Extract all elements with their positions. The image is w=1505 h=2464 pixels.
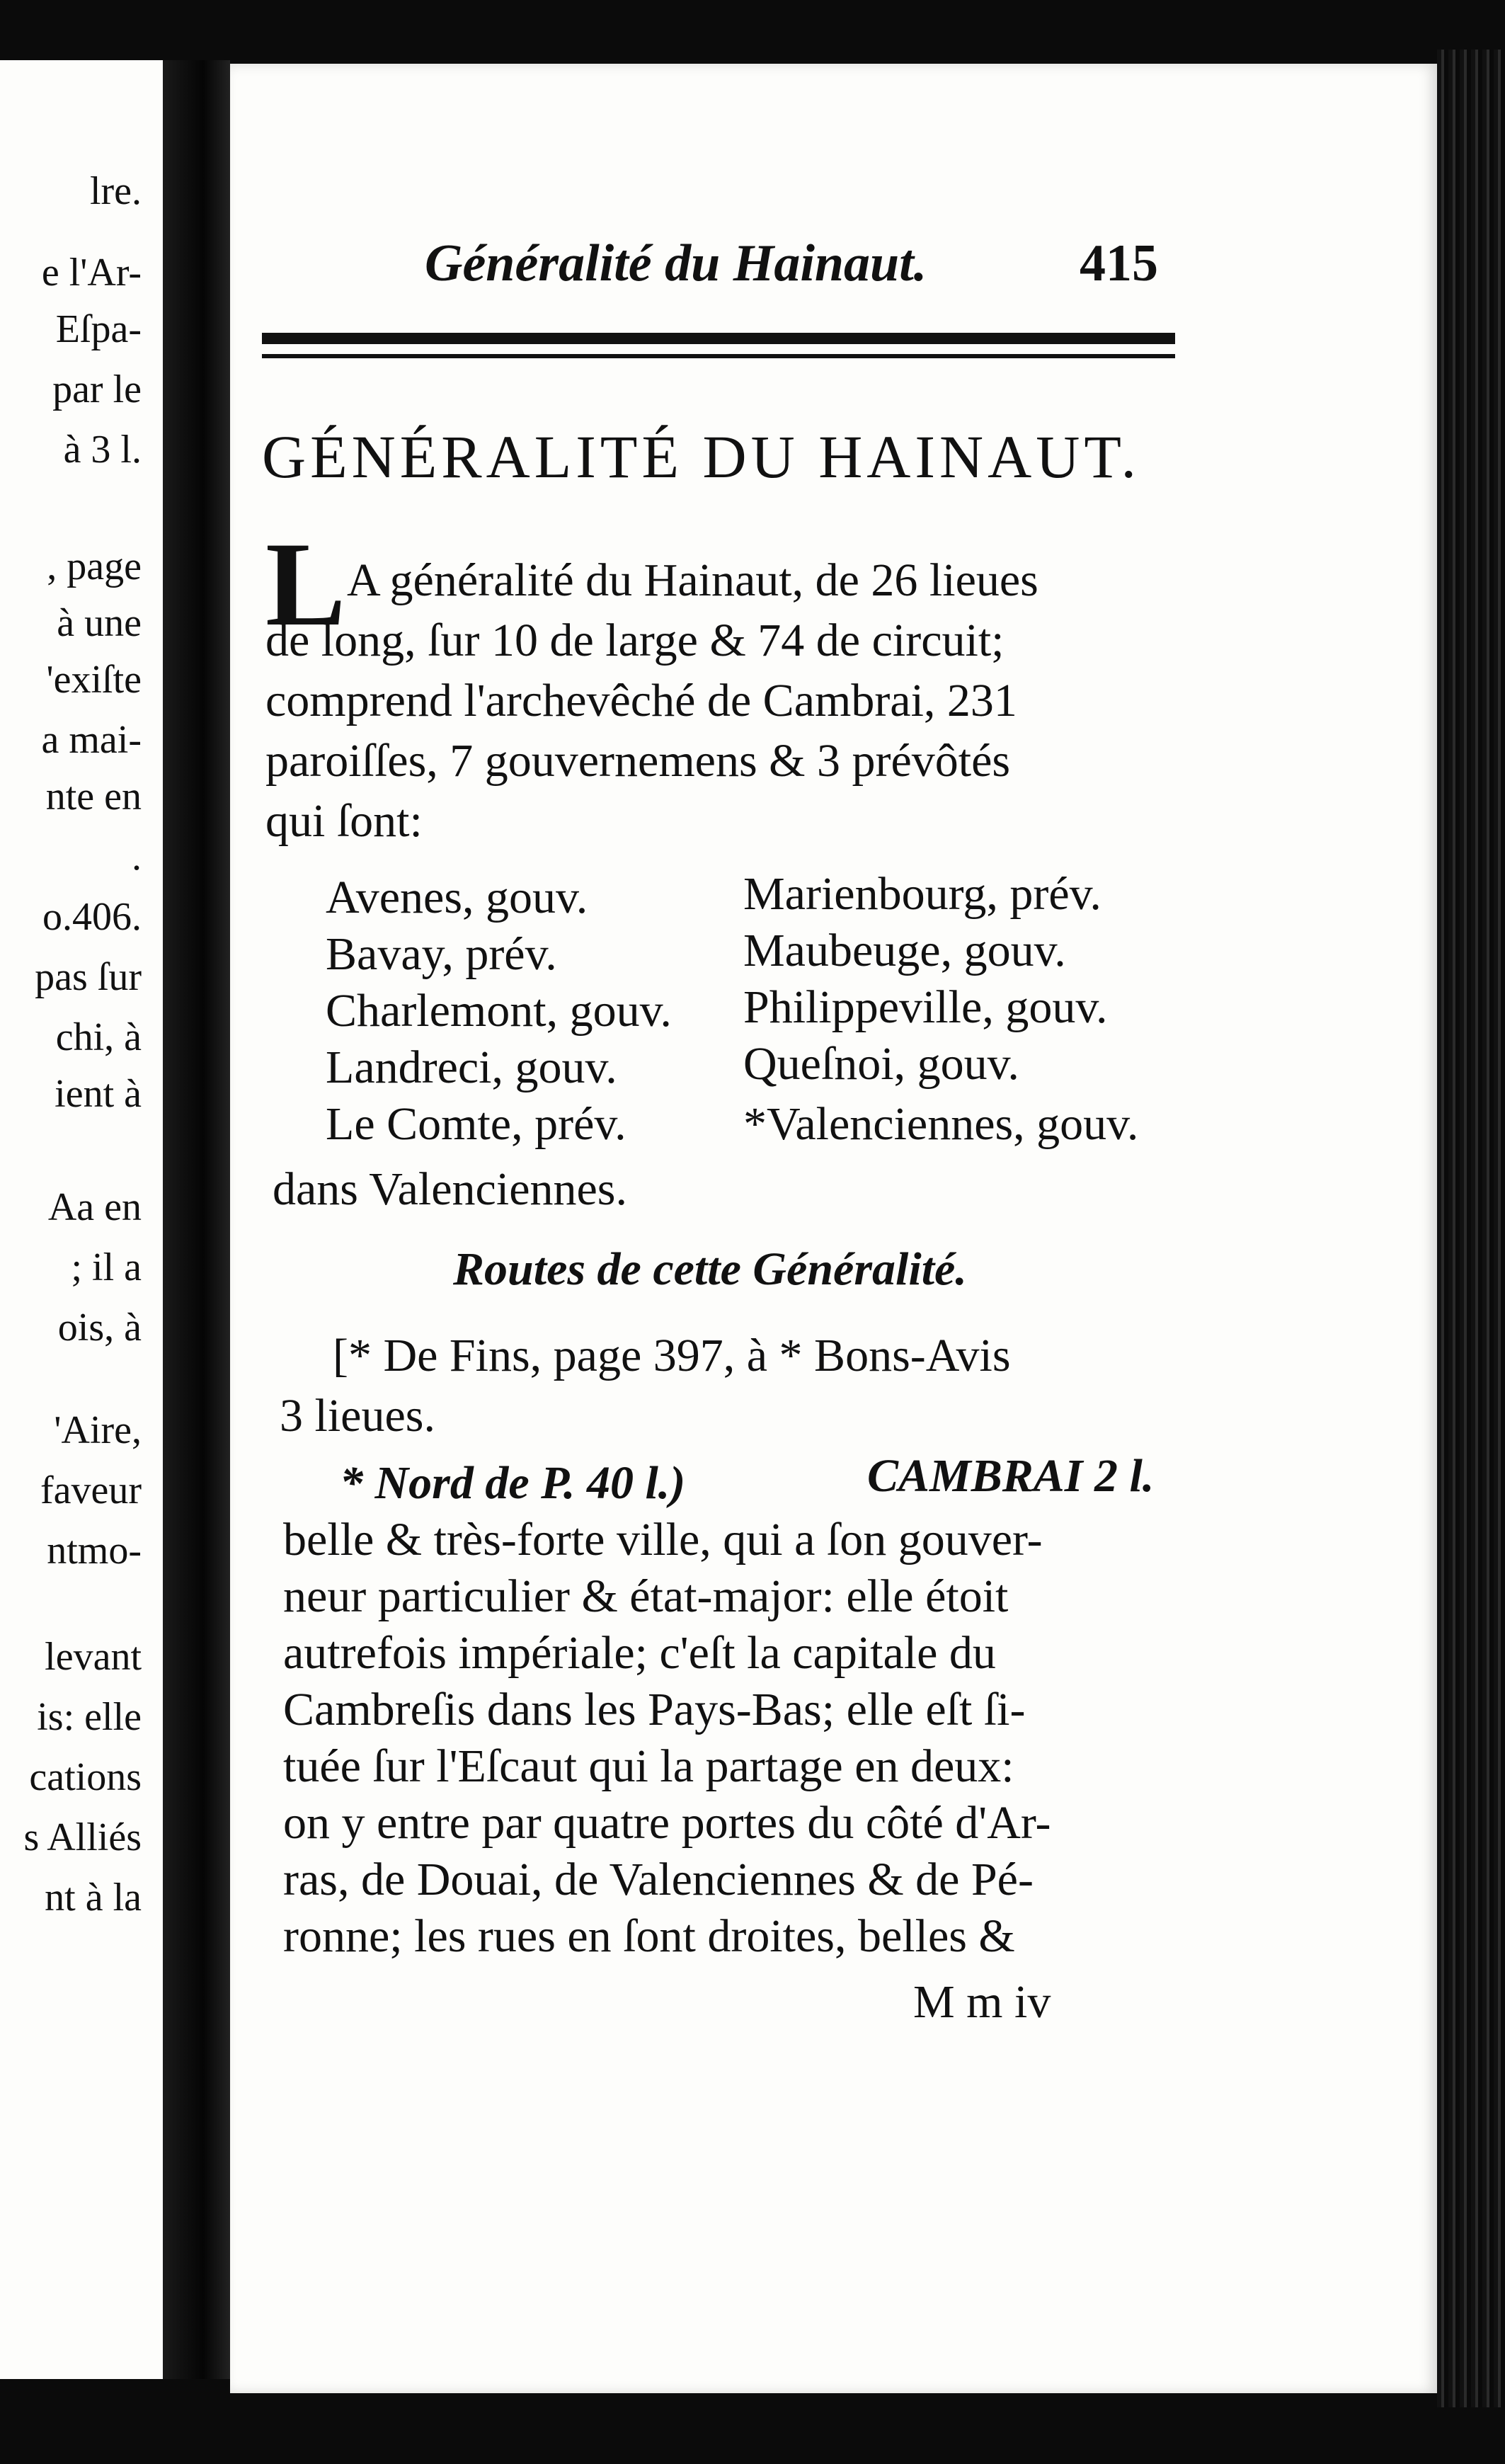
header-rule-thin [262, 354, 1175, 358]
places-tail: dans Valenciennes. [273, 1163, 627, 1215]
route-line-9: on y entre par quatre portes du côté d'Ar- [283, 1797, 1051, 1849]
left-page-line: is: elle [37, 1695, 142, 1739]
left-facing-page [0, 60, 163, 2379]
left-page-line: ; il a [71, 1245, 142, 1289]
left-page-line: ient à [55, 1072, 142, 1116]
place-left-5: Le Comte, prév. [326, 1098, 626, 1150]
left-page-line: . [132, 835, 142, 879]
place-right-4: Queſnoi, gouv. [743, 1038, 1019, 1090]
left-page-line: Eſpa- [55, 307, 142, 351]
intro-line-2: de long, ſur 10 de large & 74 de circuit; [265, 615, 1005, 666]
page-number: 415 [1080, 234, 1158, 292]
route-line-3a: * Nord de P. 40 l.) [340, 1457, 686, 1509]
left-page-line: o.406. [42, 895, 142, 939]
main-page [230, 64, 1437, 2393]
route-line-3b: CAMBRAI 2 l. [867, 1450, 1155, 1502]
route-line-4: belle & très-forte ville, qui a ſon gouver- [283, 1514, 1043, 1565]
page-edges [1437, 50, 1505, 2407]
left-page-line: a mai- [41, 718, 142, 762]
intro-line-4: paroiſſes, 7 gouvernemens & 3 prévôtés [265, 735, 1011, 787]
left-page-line: Aa en [47, 1185, 142, 1229]
route-line-1: [* De Fins, page 397, à * Bons-Avis [333, 1330, 1011, 1381]
route-line-11: ronne; les rues en ſont droites, belles & [283, 1910, 1015, 1962]
place-left-3: Charlemont, gouv. [326, 985, 672, 1037]
left-page-line: e l'Ar- [41, 251, 142, 295]
running-head: Généralité du Hainaut. [425, 234, 927, 292]
left-page-line: chi, à [55, 1015, 142, 1059]
place-left-4: Landreci, gouv. [326, 1042, 617, 1093]
left-page-line: 'exiſte [46, 658, 142, 702]
left-page-line: lre. [89, 169, 142, 213]
intro-line-3: comprend l'archevêché de Cambrai, 231 [265, 675, 1017, 726]
place-left-1: Avenes, gouv. [326, 872, 588, 923]
left-page-line: ois, à [57, 1306, 142, 1350]
book-gutter [163, 60, 230, 2379]
intro-line-1: A généralité du Hainaut, de 26 lieues [347, 554, 1038, 606]
left-page-line: faveur [40, 1468, 142, 1512]
place-right-3: Philippeville, gouv. [743, 981, 1108, 1033]
route-line-2: 3 lieues. [280, 1390, 435, 1442]
route-line-6: autrefois impériale; c'eſt la capitale du [283, 1627, 996, 1679]
catchword: M m iv [913, 1976, 1051, 2028]
route-line-7: Cambreſis dans les Pays-Bas; elle eſt ſi- [283, 1684, 1026, 1735]
left-page-line: à une [57, 601, 142, 645]
left-page-line: 'Aire, [54, 1408, 142, 1452]
left-page-line: pas ſur [35, 955, 142, 999]
left-page-line: cations [29, 1755, 142, 1799]
left-page-line: à 3 l. [63, 428, 142, 472]
routes-heading: Routes de cette Généralité. [453, 1243, 967, 1295]
place-right-2: Maubeuge, gouv. [743, 925, 1066, 976]
left-page-line: nt à la [45, 1876, 142, 1920]
place-right-5: *Valenciennes, gouv. [743, 1098, 1139, 1150]
drop-cap: L [265, 518, 346, 651]
left-page-line: levant [45, 1635, 142, 1679]
place-left-2: Bavay, prév. [326, 928, 557, 980]
route-line-10: ras, de Douai, de Valenciennes & de Pé- [283, 1854, 1034, 1905]
header-rule-thick [262, 333, 1175, 344]
left-page-line: par le [52, 367, 142, 411]
section-title: GÉNÉRALITÉ DU HAINAUT. [262, 423, 1141, 491]
route-line-5: neur particulier & état-major: elle étoit [283, 1570, 1009, 1622]
place-right-1: Marienbourg, prév. [743, 868, 1101, 920]
left-page-line: ntmo- [47, 1529, 142, 1573]
left-page-line: , page [47, 544, 142, 588]
route-line-8: tuée ſur l'Eſcaut qui la partage en deux: [283, 1740, 1014, 1792]
intro-line-5: qui ſont: [265, 795, 423, 847]
left-page-line: nte en [45, 775, 142, 819]
left-page-line: s Alliés [23, 1815, 142, 1859]
